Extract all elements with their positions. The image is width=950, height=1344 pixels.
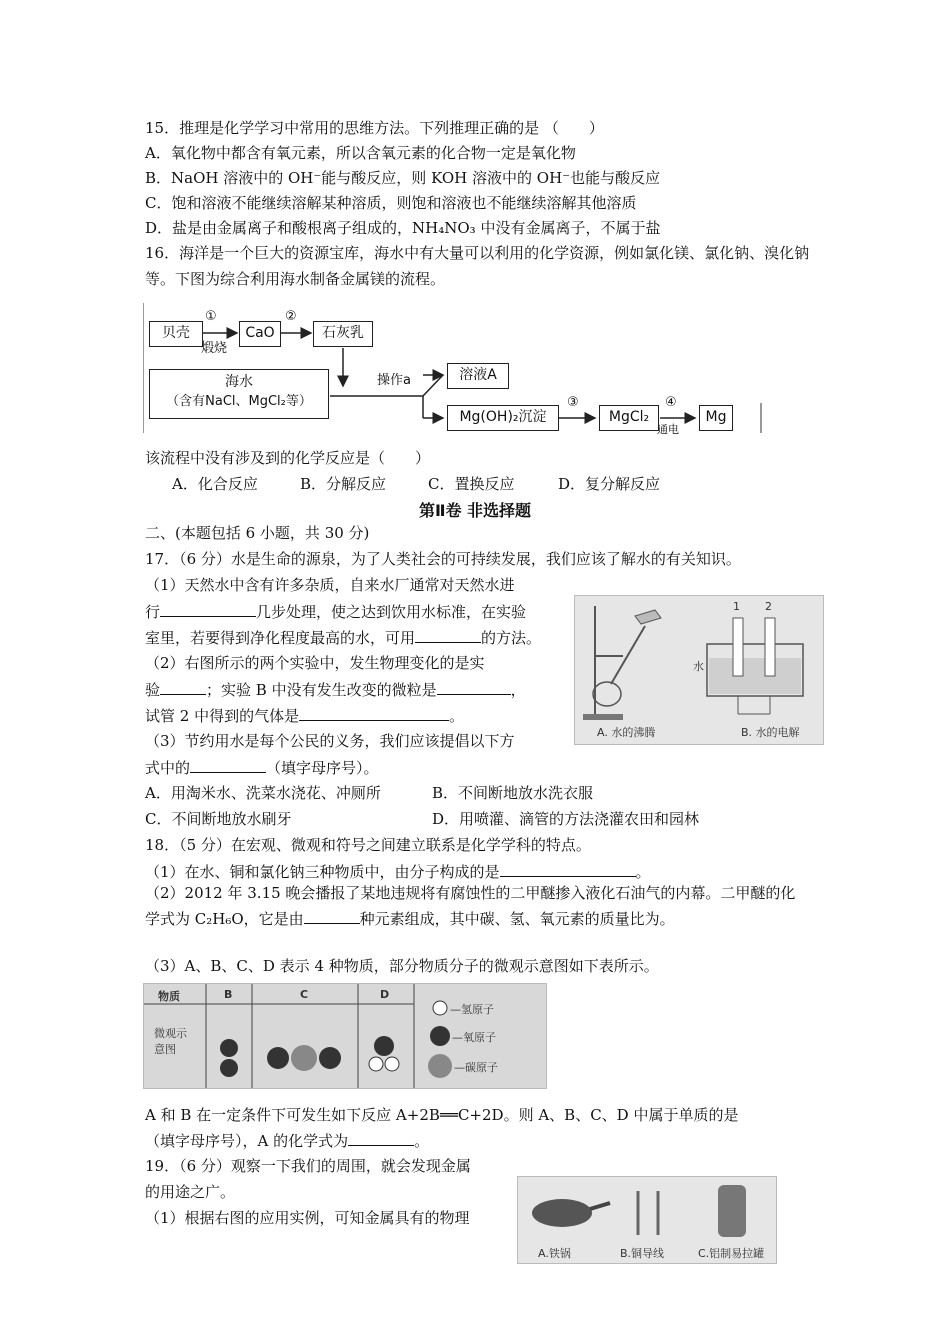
q18-blank-2[interactable] [304, 908, 360, 924]
flow-step2: ② [285, 309, 297, 324]
q18-table-header-substance: 物质 [158, 990, 180, 1003]
q17-blank-3[interactable] [160, 679, 206, 695]
q17-blank-5[interactable] [299, 705, 449, 721]
q18-legend-carbon: —碳原子 [454, 1061, 498, 1074]
q17-line2 [145, 601, 526, 622]
q16-option-d: D．复分解反应 [558, 475, 661, 493]
q16-option-c: C．置换反应 [428, 475, 515, 493]
flow-shell: 贝壳 [149, 321, 203, 347]
part2-heading: 二、(本题包括 6 小题，共 30 分) [145, 524, 370, 542]
q15-option-a: A．氧化物中都含有氧元素，所以含氧元素的化合物一定是氧化物 [145, 144, 576, 162]
q18-line1-b: 。 [635, 863, 651, 881]
q17-line3-b: 的方法。 [481, 629, 542, 647]
q19-stem-1: 19．（6 分）观察一下我们的周围，就会发现金属 [145, 1157, 471, 1175]
q17-caption-a: A. 水的沸腾 [597, 726, 656, 739]
flow-step1: ① [205, 309, 217, 324]
q18-line5-b: 。 [414, 1132, 430, 1150]
q17-line6 [145, 705, 464, 726]
q19-figure [517, 1176, 777, 1264]
q18-table-header-b: B [224, 988, 233, 1001]
q19-caption-a: A.铁锅 [538, 1247, 571, 1260]
q17-blank-6[interactable] [190, 757, 266, 773]
q17-line6-b: 。 [449, 707, 465, 725]
q17-line6-a: 试管 2 中得到的气体是 [145, 707, 300, 725]
q16-stem: 16．海洋是一个巨大的资源宝库，海水中有大量可以利用的化学资源，例如氯化镁、氯化钠、溴化钠等。下图为综合利用海水制备金属镁的流程。 [145, 244, 810, 288]
q18-blank-1[interactable] [500, 861, 636, 877]
flow-cao: CaO [239, 321, 281, 347]
q17-line5 [145, 679, 526, 700]
q17-line5-b: ；实验 B 中没有发生改变的微粒是 [206, 681, 437, 699]
section-title: 第Ⅱ卷 非选择题 [418, 501, 532, 520]
q18-stem: 18．（5 分）在宏观、微观和符号之间建立联系是化学学科的特点。 [145, 836, 591, 854]
q18-table-row-label: 微观示意图 [154, 1027, 187, 1056]
q17-option-a: A．用淘米水、洗菜水浇花、冲厕所 [145, 784, 381, 802]
q17-line3 [145, 627, 541, 648]
flow-calcine: 煅烧 [201, 341, 228, 356]
flow-mg: Mg [699, 405, 733, 431]
q15-stem: 15．推理是化学学习中常用的思维方法。下列推理正确的是 （ ） [145, 119, 604, 137]
q18-line1-a: （1）在水、铜和氯化钠三种物质中，由分子构成的是 [145, 863, 500, 881]
q17-tube-1: 1 [733, 600, 740, 613]
flow-seawater-note: （含有NaCl、MgCl₂等） [166, 394, 312, 409]
flow-mgcl2: MgCl₂ [599, 405, 659, 431]
q17-tube-2: 2 [765, 600, 772, 613]
q17-option-d: D．用喷灌、滴管的方法浇灌农田和园林 [432, 810, 700, 828]
q17-water-label: 水 [693, 660, 704, 673]
q18-blank-3[interactable] [348, 1130, 414, 1146]
q17-line8-b: （填字母序号）。 [266, 759, 379, 777]
q18-molecule-table [143, 983, 547, 1089]
q16-question: 该流程中没有涉及到的化学反应是（ ） [145, 449, 431, 467]
q17-blank-2[interactable] [415, 627, 481, 643]
q18-line2 [145, 880, 810, 932]
q16-flow-diagram [143, 303, 763, 436]
q18-table-header-c: C [300, 988, 309, 1001]
q17-line8-a: 式中的 [145, 759, 191, 777]
q19-caption-c: C.铝制易拉罐 [698, 1247, 765, 1260]
q18-line4: A 和 B 在一定条件下可发生如下反应 A+2B══C+2D。则 A、B、C、D 中属于单质的是 [145, 1106, 739, 1124]
q17-blank-1[interactable] [160, 601, 256, 617]
q17-line1: （1）天然水中含有许多杂质，自来水厂通常对天然水进 [145, 576, 515, 594]
flow-mgoh2: Mg(OH)₂沉淀 [447, 405, 559, 431]
flow-operation-a: 操作a [377, 373, 411, 388]
flow-limemilk: 石灰乳 [313, 321, 373, 347]
q17-line3-a: 室里，若要得到净化程度最高的水，可用 [145, 629, 416, 647]
q18-table-header-d: D [380, 988, 390, 1001]
q16-option-b: B．分解反应 [300, 475, 387, 493]
q19-stem-2: 的用途之广。 [145, 1183, 236, 1201]
flow-seawater-label: 海水 [225, 374, 253, 390]
q17-line5-a: 验 [145, 681, 161, 699]
q16-option-a: A．化合反应 [172, 475, 258, 493]
q17-line5-c: ， [510, 681, 526, 699]
q18-line2-c: 。 [659, 910, 675, 928]
q19-caption-b: B.铜导线 [620, 1247, 665, 1260]
q17-line4: （2）右图所示的两个实验中，发生物理变化的是实 [145, 654, 485, 672]
q15-option-c: C．饱和溶液不能继续溶解某种溶质，则饱和溶液也不能继续溶解其他溶质 [145, 194, 637, 212]
q18-line2-a: （2）2012 年 3.15 晚会播报了某地违规将有腐蚀性的二甲醚掺入液化石油气的内幕。二甲醚的化学式为 C₂H₆O，它是由 [145, 884, 796, 928]
q18-line3: （3）A、B、C、D 表示 4 种物质，部分物质分子的微观示意图如下表所示。 [145, 957, 659, 975]
q17-caption-b: B. 水的电解 [741, 726, 800, 739]
q18-legend-oxygen: —氧原子 [452, 1031, 496, 1044]
q17-line2-a: 行 [145, 603, 161, 621]
q15-option-b: B．NaOH 溶液中的 OH⁻能与酸反应，则 KOH 溶液中的 OH⁻也能与酸反应 [145, 169, 661, 187]
flow-step4: ④ [665, 395, 677, 410]
q18-legend-hydrogen: —氢原子 [450, 1003, 494, 1016]
q18-line2-b: 种元素组成，其中碳、氢、氧元素的质量比为 [359, 910, 660, 928]
q18-line5 [145, 1130, 429, 1151]
q17-line2-b: 几步处理，使之达到饮用水标准，在实验 [256, 603, 527, 621]
q17-line8 [145, 757, 379, 778]
q17-blank-4[interactable] [437, 679, 511, 695]
q17-figure [574, 595, 824, 745]
q17-option-b: B．不间断地放水洗衣服 [432, 784, 594, 802]
flow-solution-a: 溶液A [447, 363, 509, 389]
q17-line7: （3）节约用水是每个公民的义务，我们应该提倡以下方 [145, 732, 515, 750]
q17-stem: 17．（6 分）水是生命的源泉，为了人类社会的可持续发展，我们应该了解水的有关知识。 [145, 550, 741, 568]
q18-line5-a: （填字母序号），A 的化学式为 [145, 1132, 349, 1150]
flow-electrolysis: 通电 [657, 423, 679, 436]
flow-step3: ③ [567, 395, 579, 410]
q18-line1 [145, 861, 651, 882]
q17-option-c: C．不间断地放水刷牙 [145, 810, 292, 828]
q19-line1: （1）根据右图的应用实例，可知金属具有的物理 [145, 1209, 470, 1227]
flow-seawater [149, 369, 329, 419]
q15-option-d: D．盐是由金属离子和酸根离子组成的，NH₄NO₃ 中没有金属离子，不属于盐 [145, 219, 661, 237]
